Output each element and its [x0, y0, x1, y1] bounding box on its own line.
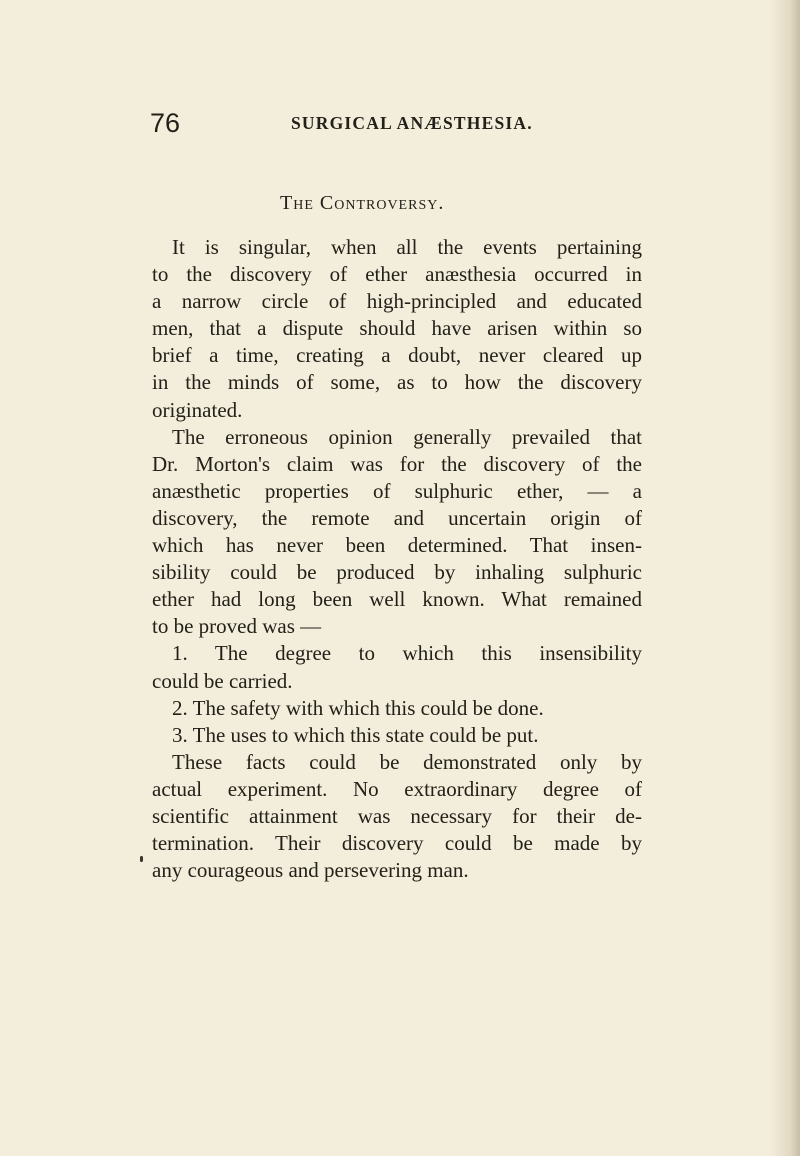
text-line: any courageous and persevering man. — [152, 858, 469, 883]
text-line: ether had long been well known. What remained — [152, 587, 642, 612]
text-line: actual experiment. No extraordinary degree of — [152, 776, 642, 801]
text-line: which has never been determined. That insen- — [152, 533, 642, 558]
text-line: scientific attainment was necessary for their de- — [152, 803, 642, 828]
text-line: originated. — [152, 397, 243, 422]
text-line: to be proved was — — [152, 614, 322, 639]
text-line: could be carried. — [152, 668, 293, 693]
text-line: The erroneous opinion generally prevailed that — [172, 424, 642, 449]
text-line: These facts could be demonstrated only by — [172, 749, 642, 774]
text-line: to the discovery of ether anæsthesia occurred in — [152, 262, 642, 287]
text-line: men, that a dispute should have arisen within so — [152, 316, 642, 341]
ink-speck — [140, 856, 143, 862]
text-line: sibility could be produced by inhaling sulphuric — [152, 560, 642, 585]
text-line: termination. Their discovery could be made by — [152, 831, 642, 856]
text-line: 1. The degree to which this insensibility — [172, 641, 642, 666]
text-line: Dr. Morton's claim was for the discovery of the — [152, 451, 642, 476]
section-title: The Controversy. — [280, 192, 445, 214]
text-line: brief a time, creating a doubt, never cleared up — [152, 343, 642, 368]
running-head: SURGICAL ANÆSTHESIA. — [291, 113, 533, 133]
text-line: 2. The safety with which this could be done. — [172, 695, 544, 720]
text-line: It is singular, when all the events pertaining — [172, 235, 642, 259]
body-text — [152, 234, 642, 884]
page-number: 76 — [150, 108, 181, 138]
text-line: a narrow circle of high-principled and educated — [152, 289, 642, 314]
page-header — [150, 108, 670, 138]
text-line: in the minds of some, as to how the discovery — [152, 370, 642, 395]
text-line: 3. The uses to which this state could be put. — [172, 722, 539, 747]
text-line: anæsthetic properties of sulphuric ether, — a — [152, 478, 642, 503]
text-line: discovery, the remote and uncertain origin of — [152, 505, 642, 530]
